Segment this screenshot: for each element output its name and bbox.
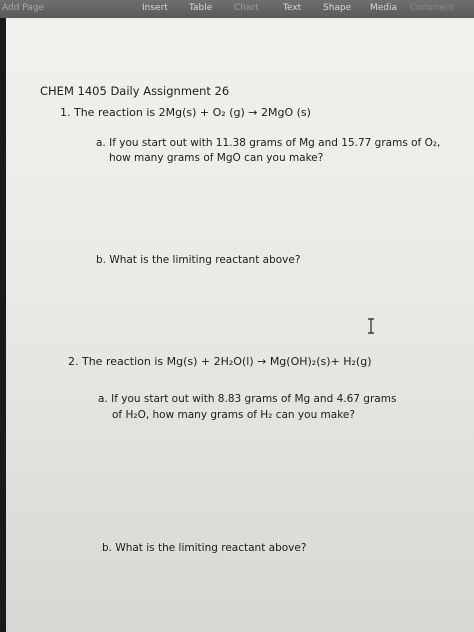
chart-button[interactable]: Chart: [234, 3, 259, 13]
document-page[interactable]: [6, 18, 474, 632]
question-1: 1. The reaction is 2Mg(s) + O₂ (g) → 2MgO (s): [60, 106, 311, 119]
app-toolbar: [0, 0, 474, 18]
question-1b: b. What is the limiting reactant above?: [96, 254, 301, 266]
media-button[interactable]: Media: [370, 3, 398, 13]
question-2b: b. What is the limiting reactant above?: [102, 542, 307, 554]
question-1a-line-2: how many grams of MgO can you make?: [109, 152, 324, 164]
shape-button[interactable]: Shape: [323, 3, 352, 13]
text-cursor-icon: [366, 318, 376, 334]
comment-button[interactable]: Comment: [410, 3, 455, 13]
question-1a-line-1: a. If you start out with 11.38 grams of Mg and 15.77 grams of O₂,: [96, 137, 441, 149]
assignment-heading: CHEM 1405 Daily Assignment 26: [40, 84, 230, 98]
insert-button[interactable]: Insert: [142, 3, 168, 13]
question-2: 2. The reaction is Mg(s) + 2H₂O(l) → Mg(OH)₂(s)+ H₂(g): [68, 355, 372, 368]
table-button[interactable]: Table: [189, 3, 213, 13]
add-page-button[interactable]: Add Page: [2, 3, 45, 13]
question-2a-line-1: a. If you start out with 8.83 grams of Mg and 4.67 grams: [98, 393, 397, 405]
question-2a-line-2: of H₂O, how many grams of H₂ can you make?: [112, 409, 355, 421]
text-button[interactable]: Text: [283, 3, 302, 13]
